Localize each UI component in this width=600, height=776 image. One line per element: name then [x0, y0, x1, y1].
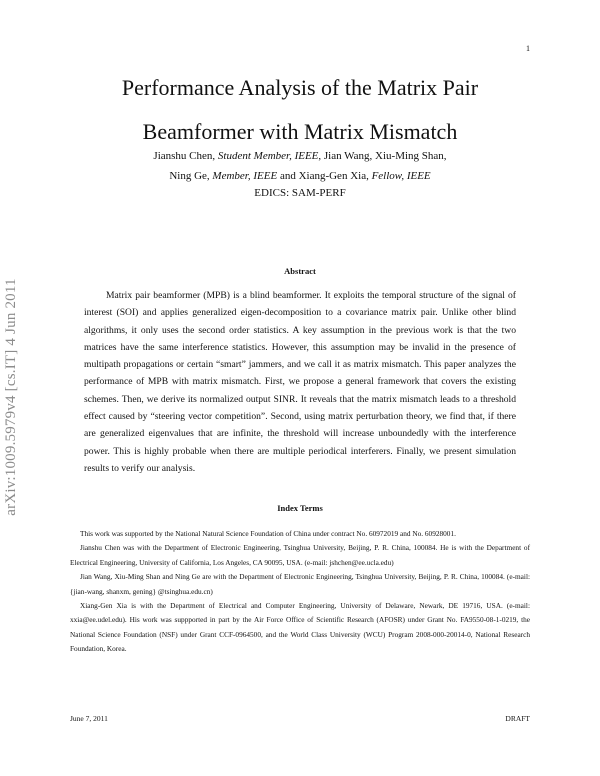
author-ning-ge: Ning Ge, [169, 170, 210, 182]
title-line-2: Beamformer with Matrix Mismatch [142, 119, 458, 144]
author-role: Member, IEEE [212, 170, 278, 182]
edics-line: EDICS: SAM-PERF [254, 187, 346, 199]
title-line-1: Performance Analysis of the Matrix Pair [121, 75, 479, 100]
author-line-2 [60, 166, 540, 186]
index-terms-heading: Index Terms [277, 503, 323, 513]
author-names: , Jian Wang, Xiu-Ming Shan, [318, 150, 447, 162]
page-number: 1 [526, 44, 530, 53]
footer-date: June 7, 2011 [70, 714, 108, 723]
footer-draft-label: DRAFT [505, 714, 530, 723]
author-role: Student Member, IEEE [217, 150, 319, 162]
footnote-affiliation-xia: Xiang-Gen Xia is with the Department of Electrical and Computer Engineering, University of Delaware, Newark, DE 19716, USA. (e-mail: xxia@ee.udel.edu). His work was suppported in part by the Air Force Office of Scientific Research (AFOSR) under Grant No. FA9550-08-1-0219, the National Science Foundation (NSF) under Grant CCF-0964500, and the World Class University (WCU) Program 2008-000-20014-0, National Research Foundation, Korea. [70, 601, 530, 654]
author-list [60, 146, 540, 186]
footnote-affiliation-tsinghua: Jian Wang, Xiu-Ming Shan and Ning Ge are with the Department of Electronic Engineering, Tsinghua University, Beijing, P. R. China, 100084. (e-mail: {jian-wang, shanxm, gening} @tsinghua.edu.cn) [70, 572, 530, 596]
footnote-funding: This work was supported by the National Natural Science Foundation of China under contract No. 60972019 and No. 60928001. [80, 529, 456, 538]
abstract-heading: Abstract [284, 266, 316, 276]
paper-title [60, 66, 540, 154]
author-xiang-gen-xia: and Xiang-Gen Xia, [277, 170, 369, 182]
author-jianshu-chen: Jianshu Chen, [153, 150, 216, 162]
arxiv-identifier-stamp: arXiv:1009.5979v4 [cs.IT] 4 Jun 2011 [3, 278, 19, 516]
footnote-affiliation-chen: Jianshu Chen was with the Department of Electronic Engineering, Tsinghua University, Beijing, P. R. China, 100084. He is with the Department of Electrical Engineering, University of California, Los Angeles, CA 90095, USA. (e-mail: jshchen@ee.ucla.edu) [70, 543, 530, 567]
author-role: Fellow, IEEE [371, 170, 431, 182]
footnotes [70, 527, 530, 657]
abstract-body: Matrix pair beamformer (MPB) is a blind beamformer. It exploits the temporal structure of the signal of interest (SOI) and applies generalized eigen-decomposition to a covariance matrix pair. Unlike other blind algorithms, it only uses the second order statistics. A key assumption in the previous work is that the two matrices have the same interference statistics. However, this assumption may be invalid in the presence of multipath propagations or certain “smart” jammers, and we call it as matrix mismatch. This paper analyzes the performance of MPB with matrix mismatch. First, we propose a general framework that covers the existing schemes. Then, we derive its normalized output SINR. It reveals that the matrix mismatch leads to a threshold effect caused by “steering vector competition”. Second, using matrix perturbation theory, we find that, if there are generalized eigenvalues that are infinite, the threshold will increase unboundedly with the interference power. This is highly probable when there are multiple periodical interferers. Finally, we present simulation results to verify our analysis. [84, 290, 516, 474]
author-line-1 [60, 146, 540, 166]
